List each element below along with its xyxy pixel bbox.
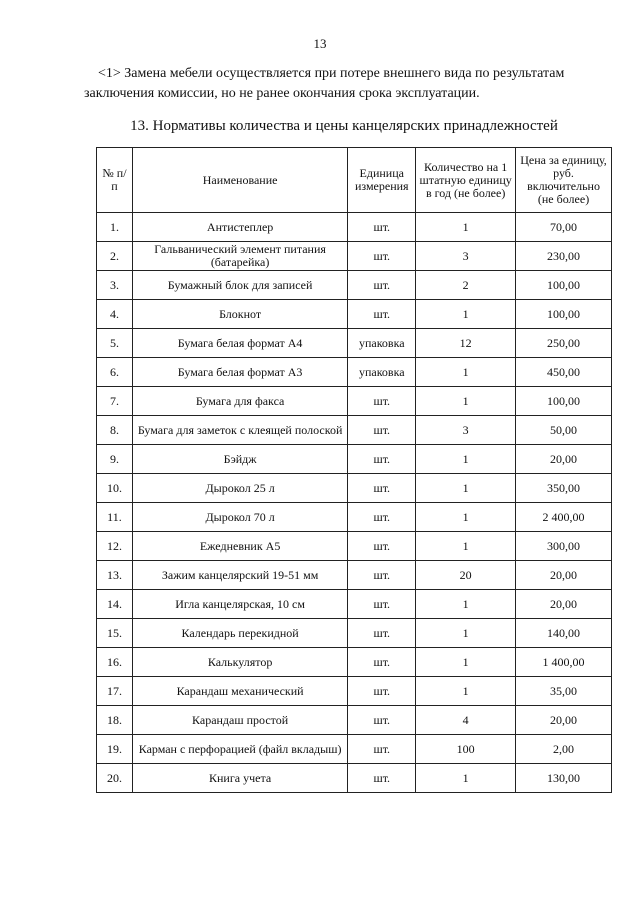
cell-name: Гальванический элемент питания (батарейка) [132, 242, 347, 271]
cell-unit: шт. [348, 735, 416, 764]
cell-unit: шт. [348, 445, 416, 474]
table-row [97, 735, 612, 764]
cell-price: 100,00 [516, 300, 612, 329]
cell-price: 140,00 [516, 619, 612, 648]
cell-name: Карандаш механический [132, 677, 347, 706]
table-body [97, 213, 612, 793]
cell-price: 230,00 [516, 242, 612, 271]
cell-qty: 1 [416, 300, 516, 329]
cell-unit: шт. [348, 532, 416, 561]
cell-name: Калькулятор [132, 648, 347, 677]
footnote: <1> Замена мебели осуществляется при потере внешнего вида по результатам заключения комиссии, но не ранее окончания срока эксплуатации. [84, 66, 565, 101]
cell-price: 100,00 [516, 271, 612, 300]
cell-unit: шт. [348, 387, 416, 416]
cell-price: 20,00 [516, 561, 612, 590]
cell-num: 13. [97, 561, 133, 590]
cell-unit: шт. [348, 271, 416, 300]
table-row [97, 445, 612, 474]
cell-price: 20,00 [516, 445, 612, 474]
cell-qty: 1 [416, 474, 516, 503]
table-row [97, 503, 612, 532]
cell-qty: 1 [416, 590, 516, 619]
cell-name: Книга учета [132, 764, 347, 793]
cell-name: Дырокол 70 л [132, 503, 347, 532]
cell-num: 9. [97, 445, 133, 474]
cell-name: Бумажный блок для записей [132, 271, 347, 300]
table-row [97, 416, 612, 445]
table-row [97, 677, 612, 706]
cell-unit: шт. [348, 474, 416, 503]
cell-unit: шт. [348, 416, 416, 445]
cell-qty: 1 [416, 387, 516, 416]
cell-qty: 20 [416, 561, 516, 590]
cell-qty: 1 [416, 619, 516, 648]
cell-qty: 2 [416, 271, 516, 300]
cell-name: Карман с перфорацией (файл вкладыш) [132, 735, 347, 764]
cell-price: 20,00 [516, 706, 612, 735]
table-row [97, 300, 612, 329]
table-row [97, 648, 612, 677]
header-num: № п/п [97, 148, 133, 213]
cell-num: 7. [97, 387, 133, 416]
table-row [97, 213, 612, 242]
cell-price: 70,00 [516, 213, 612, 242]
cell-unit: шт. [348, 764, 416, 793]
cell-qty: 12 [416, 329, 516, 358]
section-title: 13. Нормативы количества и цены канцелярских принадлежностей [130, 118, 558, 134]
cell-name: Антистеплер [132, 213, 347, 242]
cell-price: 20,00 [516, 590, 612, 619]
header-qty: Количество на 1 штатную единицу в год (не более) [416, 148, 516, 213]
cell-unit: упаковка [348, 358, 416, 387]
cell-price: 2 400,00 [516, 503, 612, 532]
header-price: Цена за единицу, руб. включительно (не более) [516, 148, 612, 213]
cell-name: Игла канцелярская, 10 см [132, 590, 347, 619]
cell-qty: 1 [416, 764, 516, 793]
cell-qty: 3 [416, 242, 516, 271]
cell-name: Бумага белая формат А3 [132, 358, 347, 387]
cell-qty: 1 [416, 445, 516, 474]
table-row [97, 561, 612, 590]
table-row [97, 474, 612, 503]
cell-name: Карандаш простой [132, 706, 347, 735]
cell-qty: 3 [416, 416, 516, 445]
table-row [97, 706, 612, 735]
cell-num: 1. [97, 213, 133, 242]
cell-price: 130,00 [516, 764, 612, 793]
cell-price: 1 400,00 [516, 648, 612, 677]
cell-price: 350,00 [516, 474, 612, 503]
cell-unit: шт. [348, 561, 416, 590]
cell-price: 2,00 [516, 735, 612, 764]
cell-name: Бэйдж [132, 445, 347, 474]
cell-num: 16. [97, 648, 133, 677]
cell-price: 300,00 [516, 532, 612, 561]
cell-price: 35,00 [516, 677, 612, 706]
cell-name: Блокнот [132, 300, 347, 329]
cell-price: 450,00 [516, 358, 612, 387]
cell-num: 3. [97, 271, 133, 300]
norms-table [96, 147, 612, 793]
cell-qty: 4 [416, 706, 516, 735]
cell-num: 17. [97, 677, 133, 706]
table-row [97, 532, 612, 561]
cell-unit: шт. [348, 503, 416, 532]
cell-num: 8. [97, 416, 133, 445]
cell-num: 10. [97, 474, 133, 503]
cell-num: 19. [97, 735, 133, 764]
cell-name: Дырокол 25 л [132, 474, 347, 503]
cell-num: 14. [97, 590, 133, 619]
header-unit: Единица измерения [348, 148, 416, 213]
table-row [97, 242, 612, 271]
cell-num: 4. [97, 300, 133, 329]
page-number: 13 [313, 36, 327, 51]
cell-unit: шт. [348, 706, 416, 735]
cell-unit: шт. [348, 619, 416, 648]
cell-num: 6. [97, 358, 133, 387]
cell-name: Зажим канцелярский 19-51 мм [132, 561, 347, 590]
cell-num: 20. [97, 764, 133, 793]
cell-qty: 100 [416, 735, 516, 764]
cell-num: 18. [97, 706, 133, 735]
table-row [97, 329, 612, 358]
cell-name: Бумага для заметок с клеящей полоской [132, 416, 347, 445]
cell-price: 100,00 [516, 387, 612, 416]
cell-qty: 1 [416, 532, 516, 561]
cell-qty: 1 [416, 677, 516, 706]
cell-unit: шт. [348, 648, 416, 677]
cell-name: Календарь перекидной [132, 619, 347, 648]
cell-name: Ежедневник А5 [132, 532, 347, 561]
header-name: Наименование [132, 148, 347, 213]
cell-qty: 1 [416, 213, 516, 242]
cell-unit: шт. [348, 677, 416, 706]
cell-name: Бумага белая формат А4 [132, 329, 347, 358]
cell-unit: шт. [348, 590, 416, 619]
table-row [97, 271, 612, 300]
cell-qty: 1 [416, 358, 516, 387]
cell-num: 12. [97, 532, 133, 561]
table-row [97, 590, 612, 619]
table-row [97, 387, 612, 416]
table-row [97, 358, 612, 387]
cell-unit: шт. [348, 300, 416, 329]
cell-qty: 1 [416, 648, 516, 677]
cell-num: 2. [97, 242, 133, 271]
table-row [97, 764, 612, 793]
cell-price: 50,00 [516, 416, 612, 445]
cell-name: Бумага для факса [132, 387, 347, 416]
cell-price: 250,00 [516, 329, 612, 358]
cell-unit: шт. [348, 242, 416, 271]
cell-num: 5. [97, 329, 133, 358]
table-header-row [97, 148, 612, 213]
table-row [97, 619, 612, 648]
cell-unit: упаковка [348, 329, 416, 358]
cell-qty: 1 [416, 503, 516, 532]
cell-num: 11. [97, 503, 133, 532]
cell-unit: шт. [348, 213, 416, 242]
cell-num: 15. [97, 619, 133, 648]
